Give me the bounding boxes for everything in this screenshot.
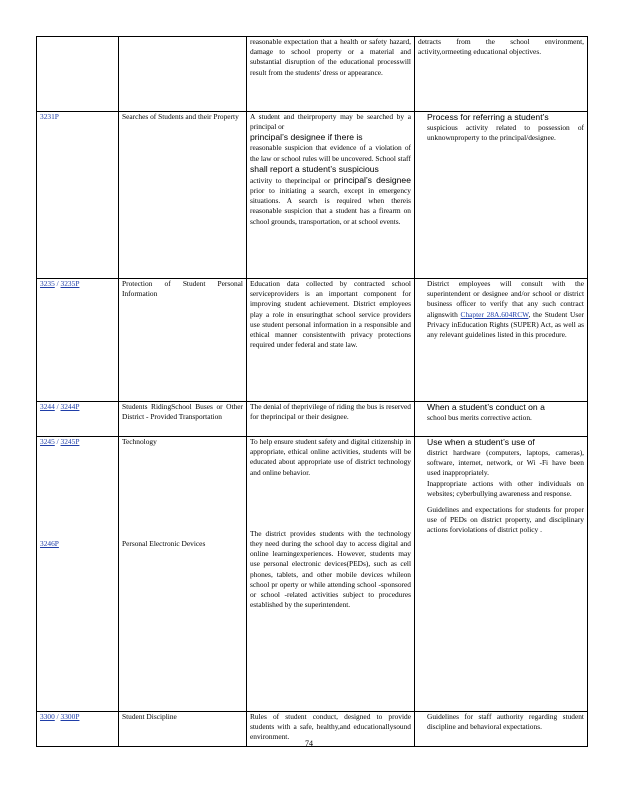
policy-title-cell — [119, 279, 247, 402]
procedure-text-large: Process for referring a student’s — [427, 112, 549, 122]
procedure-text: , the Student User Privacy inEducation Rights (SUPER) Act, as well as any relevant guidelines listed in this procedure. — [427, 309, 584, 340]
link-separator: / — [54, 712, 61, 721]
policy-link[interactable]: 3300 — [40, 712, 55, 721]
summary-text: Education data collected by contracted school serviceproviders is an important component for improving student achievement. District employees play a role in ensuringthat school service providers use student personal information in a responsible and ethical manner consistentwith privacy protections required under federal and state law. — [250, 279, 411, 350]
bullet-icon — [418, 505, 427, 536]
bullet-icon — [418, 479, 427, 499]
summary-text: The denial of theprivilege of riding the bus is reserved for theprincipal or their designee. — [250, 402, 411, 422]
policy-summary-cell — [247, 279, 415, 402]
rcw-link[interactable]: Chapter 28A.604RCW — [460, 309, 529, 319]
policy-link[interactable]: 3244 — [40, 402, 55, 411]
policy-number-cell — [37, 402, 119, 437]
summary-text: activity to theprincipal or — [250, 175, 331, 185]
bullet-icon — [418, 279, 427, 340]
link-separator: / — [54, 402, 61, 411]
policy-link[interactable]: 3235 — [40, 279, 55, 288]
policy-title-cell — [119, 437, 247, 712]
bullet-icon — [418, 712, 427, 732]
summary-text-large: shall report a student’s suspicious — [250, 163, 379, 174]
procedure-text: Guidelines and expectations for students for proper use of PEDs on district property, and disciplinary actions forviolations of district policy . — [427, 505, 584, 535]
bullet-item — [418, 505, 584, 536]
table-row — [37, 402, 588, 437]
procedure-text: district hardware (computers, laptops, cameras), software, internet, network, or Wi -Fi have been used inappropriately. — [427, 448, 584, 478]
procedure-text: detracts from the school environment, activity,ormeeting educational objectives. — [418, 37, 584, 57]
procedure-link[interactable]: 3245P — [60, 437, 80, 446]
procedure-text: Guidelines for staff authority regarding student discipline and behavioral expectations. — [427, 712, 584, 732]
policy-title: Student Discipline — [122, 712, 177, 721]
bullet-item — [418, 279, 584, 340]
policy-title: Students RidingSchool Buses or Other District - Provided Transportation — [122, 402, 243, 422]
policy-title-cell — [119, 112, 247, 279]
policy-title: Protection of Student Personal Information — [122, 279, 243, 299]
policy-link[interactable]: 3245 — [40, 437, 55, 446]
policy-title-cell — [119, 37, 247, 112]
summary-text: reasonable suspicion that evidence of a violation of the law or school rules will be uncovered. School staff — [250, 143, 411, 163]
summary-text: The district provides students with the technology they need during the school day to access digital and online learningexperiences. However, students may use personal electronic devices(PEDs), such as cell phones, tablets, and other mobile devices whileon school pr operty or while attending school -sponsored or school -related activities subject to procedures established by the superintendent. — [250, 528, 411, 610]
policy-number-cell — [37, 437, 119, 712]
table-row — [37, 279, 588, 402]
procedure-cell — [415, 437, 588, 712]
policy-summary-cell — [247, 437, 415, 712]
link-separator: / — [54, 279, 61, 288]
procedure-link[interactable]: 3235P — [60, 279, 80, 288]
bullet-icon — [418, 402, 427, 423]
procedure-text-large: When a student’s conduct on a — [427, 402, 545, 412]
summary-text: prior to initiating a search, except in emergency situations. A search is required when thereis reasonable suspicion that a student has a firearm on school grounds, transportation, or at school events. — [250, 186, 411, 226]
summary-text-large: principal’s designee if there is — [250, 132, 363, 143]
summary-text: reasonable expectation that a health or safety hazard, damage to school property or a material and substantial disruption of the educational processwill result from the students' dress or appearance. — [250, 37, 411, 77]
procedure-cell — [415, 112, 588, 279]
summary-text: To help ensure student safety and digital citizenship in appropriate, ethical online activities, students will be educated about appropriate use of district technology and online behavior. — [250, 437, 411, 477]
policy-summary-cell — [247, 37, 415, 112]
procedure-cell — [415, 402, 588, 437]
policy-title: Personal Electronic Devices — [122, 539, 206, 549]
summary-text-large: principal’s designee — [333, 174, 411, 185]
procedure-text: school bus merits corrective action. — [427, 413, 532, 422]
procedure-text: suspicious activity related to possession of unknownproperty to the principal/designee. — [427, 123, 584, 143]
procedure-text-large: Use when a student’s use of — [427, 437, 535, 447]
link-separator: / — [54, 437, 61, 446]
policy-number-cell — [37, 37, 119, 112]
policy-summary-cell — [247, 402, 415, 437]
procedure-link[interactable]: 3244P — [60, 402, 80, 411]
bullet-item — [418, 437, 584, 479]
procedure-link[interactable]: 3246P — [40, 539, 59, 549]
bullet-item — [418, 402, 584, 423]
bullet-icon — [418, 437, 427, 479]
procedure-text: District employees will consult with the superintendent or designee and/or school or district business officer to verify that any such contract alignswith — [427, 279, 584, 319]
procedure-link[interactable]: 3300P — [60, 712, 80, 721]
policy-title: Technology — [122, 437, 157, 446]
policy-number: 3231P — [40, 112, 59, 121]
page-number: 74 — [305, 739, 313, 748]
table-row — [37, 112, 588, 279]
policy-number-cell — [37, 279, 119, 402]
procedure-cell — [415, 37, 588, 112]
bullet-item — [418, 712, 584, 732]
policy-title: Searches of Students and their Property — [122, 112, 239, 121]
bullet-icon — [418, 112, 427, 143]
policy-title-cell — [119, 402, 247, 437]
bullet-item — [418, 479, 584, 499]
table-row — [37, 437, 588, 712]
summary-text: A student and theirproperty may be searched by a principal or — [250, 112, 411, 132]
procedure-text: Inappropriate actions with other individuals on websites; cyberbullying awareness and response. — [427, 478, 584, 498]
table-row — [37, 37, 588, 112]
procedure-cell — [415, 279, 588, 402]
policy-number-cell — [37, 112, 119, 279]
policy-table — [36, 36, 588, 747]
policy-summary-cell — [247, 112, 415, 279]
summary-text: Rules of student conduct, designed to provide students with a safe, healthy,and educationallysound environment. — [250, 712, 411, 742]
bullet-item — [418, 112, 584, 143]
